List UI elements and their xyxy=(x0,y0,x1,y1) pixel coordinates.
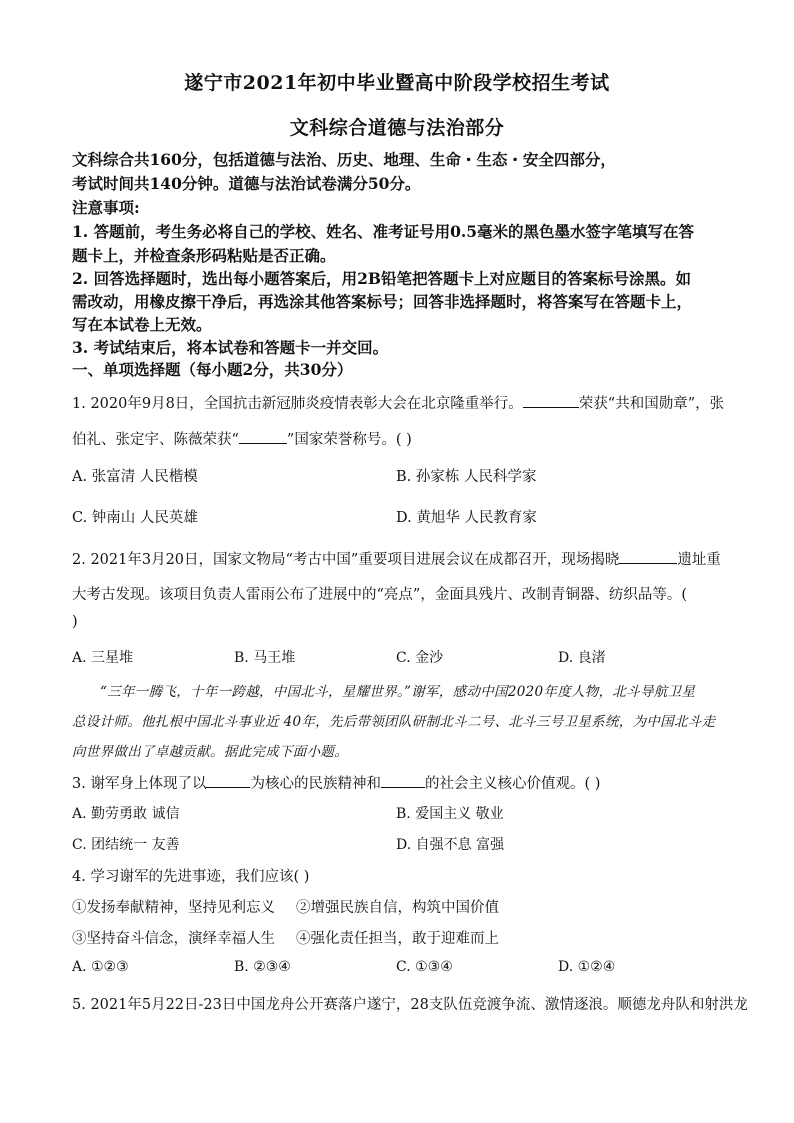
q2-option-b: B. 马王堆 xyxy=(234,650,296,666)
q1-text-c: 伯礼、张定宇、陈薇荣获“ xyxy=(72,432,239,448)
q3-option-c: C. 团结统一 友善 xyxy=(72,837,180,853)
q4-item-1: ①发扬奉献精神，坚持见利忘义 xyxy=(72,900,275,916)
q2-text-b: 遗址重 xyxy=(677,552,721,568)
q4-item-3: ③坚持奋斗信念，演绎幸福人生 xyxy=(72,931,275,947)
answer-blank xyxy=(206,774,250,788)
q3-line xyxy=(72,772,600,793)
page-title: 遂宁市2021年初中毕业暨高中阶段学校招生考试 xyxy=(184,72,610,94)
q1-option-d: D. 黄旭华 人民教育家 xyxy=(396,510,537,526)
q4-option-c: C. ①③④ xyxy=(396,959,453,975)
intro-line-2: 考试时间共140分钟。道德与法治试卷满分50分。 xyxy=(72,174,421,193)
note-2-line-3: 写在本试卷上无效。 xyxy=(72,315,212,334)
q5-line-1: 5. 2021年5月22日-23日中国龙舟公开赛落户遂宁，28支队伍竞渡争流、激情逐浪。顺德龙舟队和射洪龙 xyxy=(72,997,748,1013)
q3-option-a: A. 勤劳勇敢 诚信 xyxy=(72,806,180,822)
note-2-line-2: 需改动，用橡皮擦干净后，再选涂其他答案标号；回答非选择题时，将答案写在答题卡上， xyxy=(72,292,693,311)
answer-blank xyxy=(239,430,287,444)
q1-line-1 xyxy=(72,392,724,413)
note-2-line-1: 2. 回答选择题时，选出每小题答案后，用2B铅笔把答题卡上对应题目的答案标号涂黑。如 xyxy=(72,269,691,288)
q2-line-1 xyxy=(72,548,721,569)
q2-line-2: 大考古发现。该项目负责人雷雨公布了进展中的“亮点”，金面具残片、改制青铜器、纺织品等。( xyxy=(72,587,687,603)
answer-blank xyxy=(523,394,579,408)
q3-option-b: B. 爱国主义 敬业 xyxy=(396,806,504,822)
note-1-line-1: 1. 答题前，考生务必将自己的学校、姓名、准考证号用0.5毫米的黑色墨水签字笔填写在答 xyxy=(72,222,695,241)
section-heading: 一、单项选择题（每小题2分，共30分） xyxy=(72,360,353,379)
answer-blank xyxy=(619,550,677,564)
q4-option-b: B. ②③④ xyxy=(234,959,291,975)
answer-blank xyxy=(381,774,425,788)
q3-text-a: 3. 谢军身上体现了以 xyxy=(72,776,207,792)
q4-item-2: ②增强民族自信，构筑中国价值 xyxy=(296,900,499,916)
note-1-line-2: 题卡上，并检查条形码粘贴是否正确。 xyxy=(72,246,336,265)
q4-item-4: ④强化责任担当，敢于迎难而上 xyxy=(296,931,499,947)
q2-option-a: A. 三星堆 xyxy=(72,650,134,666)
q1-option-b: B. 孙家栋 人民科学家 xyxy=(396,469,537,485)
q1-line-2 xyxy=(72,428,412,449)
q3-text-b: 为核心的民族精神和 xyxy=(250,776,381,792)
q2-option-d: D. 良渚 xyxy=(558,650,606,666)
q4-option-d: D. ①②④ xyxy=(558,959,616,975)
q1-text-a: 1. 2020年9月8日，全国抗击新冠肺炎疫情表彰大会在北京隆重举行。 xyxy=(72,396,523,412)
passage-line-3: 向世界做出了卓越贡献。据此完成下面小题。 xyxy=(72,744,348,760)
passage-line-1: “三年一腾飞，十年一跨越，中国北斗，星耀世界。”谢军，感动中国2020年度人物，北斗导航卫星 xyxy=(100,684,696,700)
notice-heading: 注意事项: xyxy=(72,198,140,217)
q2-option-c: C. 金沙 xyxy=(396,650,444,666)
q3-text-c: 的社会主义核心价值观。( ) xyxy=(424,776,601,792)
note-3: 3. 考试结束后，将本试卷和答题卡一并交回。 xyxy=(72,338,389,357)
q1-text-b: 荣获“共和国勋章”，张 xyxy=(578,396,725,412)
passage-line-2: 总设计师。他扎根中国北斗事业近 40年，先后带领团队研制北斗二号、北斗三号卫星系统，为中国北斗走 xyxy=(72,714,716,730)
intro-line-1: 文科综合共160分，包括道德与法治、历史、地理、生命・生态・安全四部分， xyxy=(72,150,616,169)
q2-text-a: 2. 2021年3月20日，国家文物局“考古中国”重要项目进展会议在成都召开，现场揭晓 xyxy=(72,552,620,568)
q2-line-3: ) xyxy=(72,614,78,630)
page-subtitle: 文科综合道德与法治部分 xyxy=(289,117,505,139)
q3-option-d: D. 自强不息 富强 xyxy=(396,837,505,853)
q4-option-a: A. ①②③ xyxy=(72,959,129,975)
q1-option-a: A. 张富清 人民楷模 xyxy=(72,469,198,485)
q1-option-c: C. 钟南山 人民英雄 xyxy=(72,510,198,526)
q4-stem: 4. 学习谢军的先进事迹，我们应该( ) xyxy=(72,869,310,885)
q1-text-d: ”国家荣誉称号。( ) xyxy=(286,432,412,448)
